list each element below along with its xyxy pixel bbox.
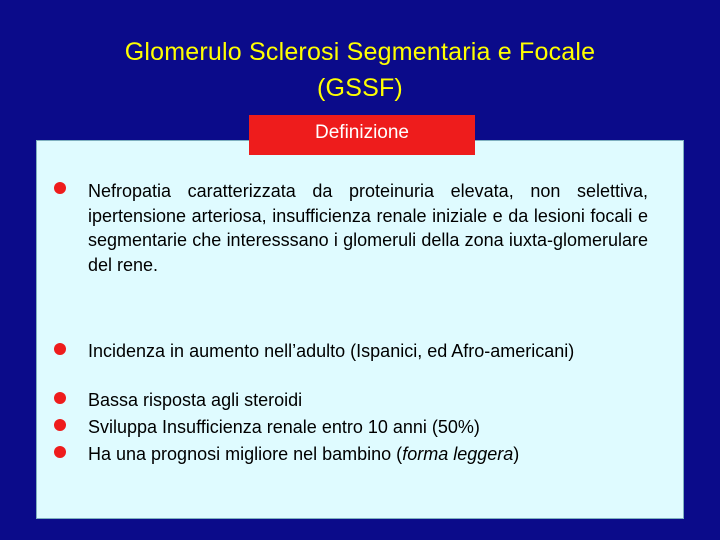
slide-title-line-1: Glomerulo Sclerosi Segmentaria e Focale [124, 38, 596, 66]
list-item: Sviluppa Insufficienza renale entro 10 anni (50%) [88, 417, 480, 437]
bullet-dot-icon [54, 182, 66, 194]
list-item-text-end: ) [513, 444, 520, 464]
list-item: Incidenza in aumento nell’adulto (Ispanici, ed Afro-americani) [88, 341, 575, 361]
list-item: Nefropatia caratterizzata da proteinuria elevata, non selettiva, ipertensione arteriosa, insufficienza renale iniziale e da lesioni focali e segmentarie che interesssano i glomeruli della zona iuxta-glomerulare del rene. [88, 181, 648, 275]
list-item-emphasis: forma leggera [402, 444, 514, 464]
bullet-dot-icon [54, 343, 66, 355]
bullet-dot-icon [54, 392, 66, 404]
slide-title-line-2: (GSSF) [317, 74, 403, 102]
bullet-dot-icon [54, 419, 66, 431]
slide-title [0, 34, 720, 106]
bullet-dot-icon [54, 446, 66, 458]
list-item-text: Ha una prognosi migliore nel bambino ( [88, 444, 403, 464]
list-item [88, 442, 648, 467]
section-tag: Definizione [249, 115, 475, 155]
list-item: Bassa risposta agli steroidi [88, 390, 303, 410]
